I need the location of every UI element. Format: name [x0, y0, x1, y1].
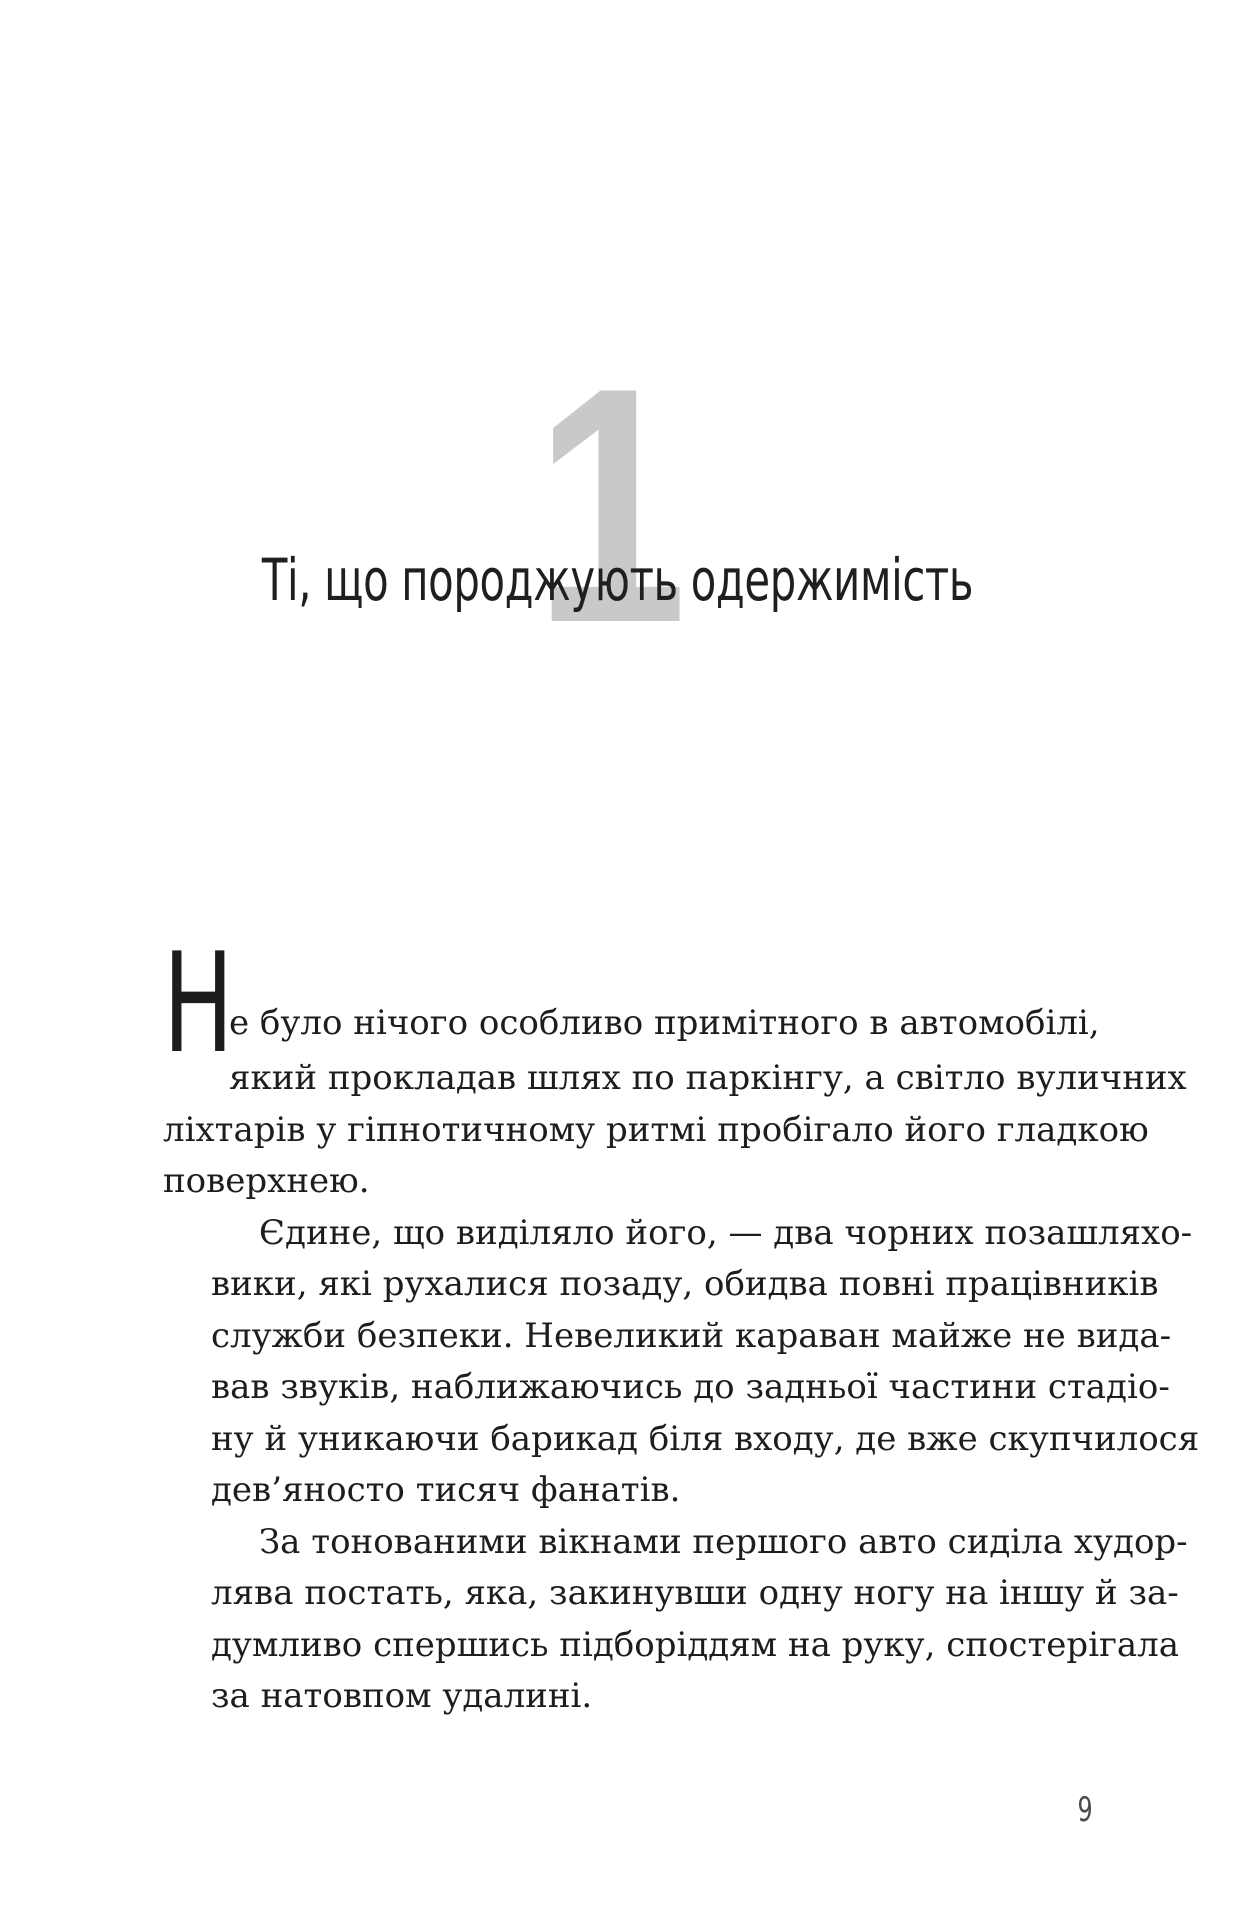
text-line: лява постать, яка, закинувши одну ногу на іншу й за-: [211, 1573, 1179, 1613]
text-line: служби безпеки. Невеликий караван майже не вида-: [211, 1315, 1172, 1356]
text-line: ліхтарів у гіпнотичному ритмі пробігало його гладкою: [163, 1109, 1149, 1150]
chapter-number: 1: [534, 318, 688, 692]
page-number: 9: [1077, 1790, 1093, 1830]
paragraph-1: [163, 923, 1187, 1208]
text-line: За тонованими вікнами першого авто сиділа худор-: [259, 1521, 1188, 1562]
chapter-title: Ті, що породжують одержимість: [261, 546, 974, 614]
text-line: вав звуків, наближаючись до задньої частини стадіо-: [211, 1367, 1170, 1407]
paragraph-2: [163, 1208, 1200, 1517]
text-line: е було нічого особливо примітного в автомобілі,: [229, 1002, 1100, 1043]
text-line: ну й уникаючи барикад біля входу, де вже скупчилося: [211, 1418, 1200, 1459]
text-line: поверхнею.: [163, 1161, 370, 1201]
drop-cap: Н: [163, 923, 234, 1084]
text-line: дев’яносто тисяч фанатів.: [211, 1470, 681, 1510]
chapter-body: [163, 923, 1200, 1723]
text-line: Єдине, що виділяло його, — два чорних позашляхо-: [259, 1212, 1193, 1253]
text-line: вики, які рухалися позаду, обидва повні працівників: [211, 1264, 1159, 1304]
text-line: який прокладав шлях по паркінгу, а світло вуличних: [229, 1058, 1187, 1098]
text-line: думливо спершись підборіддям на руку, спостерігала: [211, 1624, 1180, 1665]
text-line: за натовпом удалині.: [211, 1676, 593, 1716]
paragraph-3: [163, 1517, 1188, 1723]
